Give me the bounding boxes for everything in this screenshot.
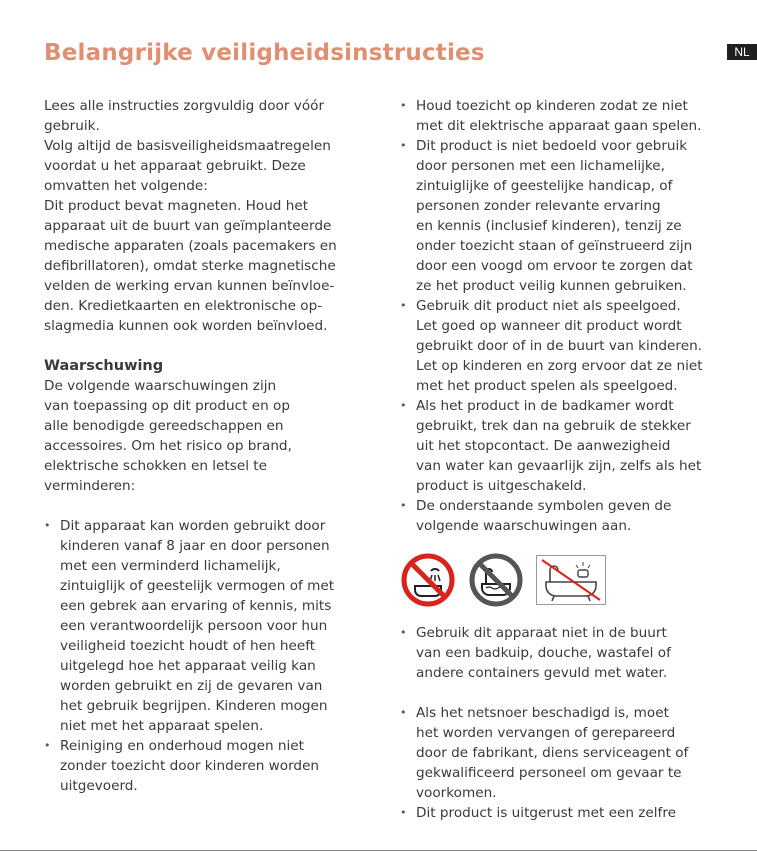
text-line: Let goed op wanneer dit product wordt (416, 318, 682, 334)
text-line: • Gebruik dit product niet als speelgoed. (416, 298, 681, 314)
bullet-item (400, 396, 718, 496)
text-line: medische apparaten (zoals pacemakers en (44, 238, 337, 254)
page-title: Belangrijke veiligheidsinstructies (44, 40, 485, 66)
right-bullet-list-top (400, 96, 718, 536)
text-line: personen zonder relevante ervaring (416, 198, 661, 214)
bullet-item (400, 703, 718, 803)
text-line: het gebruik begrijpen. Kinderen mogen (60, 698, 328, 714)
text-line: door personen met een lichamelijke, (416, 158, 665, 174)
left-bullet-list (44, 516, 352, 796)
text-line: Volg altijd de basisveiligheidsmaatregelen (44, 138, 331, 154)
text-line: • Reiniging en onderhoud mogen niet (60, 738, 304, 754)
text-line: • Als het netsnoer beschadigd is, moet (416, 705, 669, 721)
intro-paragraph (44, 96, 352, 336)
text-line: den. Kredietkaarten en elektronische op- (44, 298, 323, 314)
text-line: een verantwoordelijk persoon voor hun (60, 618, 328, 634)
bullet-item (400, 496, 718, 536)
text-line: • Dit apparaat kan worden gebruikt door (60, 518, 326, 534)
text-line: apparaat uit de buurt van geïmplanteerde (44, 218, 332, 234)
text-line: kinderen vanaf 8 jaar en door personen (60, 538, 330, 554)
text-line: Dit product bevat magneten. Houd het (44, 198, 309, 214)
text-line: defibrillatoren), omdat sterke magnetische (44, 258, 336, 274)
bullet-item (400, 803, 718, 823)
right-bullet-list-bottom (400, 703, 718, 823)
text-line: uitgevoerd. (60, 778, 138, 794)
warning-heading: Waarschuwing (44, 358, 164, 374)
text-line: • Dit product is niet bedoeld voor gebruik (416, 138, 688, 154)
text-line: Lees alle instructies zorgvuldig door vóór (44, 98, 325, 114)
text-line: volgende waarschuwingen aan. (416, 518, 632, 534)
text-line: voorkomen. (416, 785, 497, 801)
bullet-item (400, 96, 718, 136)
text-line: gebruikt, trek dan na gebruik de stekker (416, 418, 691, 434)
text-line: omvatten het volgende: (44, 178, 208, 194)
text-line: accessoires. Om het risico op brand, (44, 438, 292, 454)
text-line: met een verminderd lichamelijk, (60, 558, 281, 574)
text-line: gebruik. (44, 118, 100, 134)
text-line: gekwalificeerd personeel om gevaar te (416, 765, 682, 781)
text-line: slagmedia kunnen ook worden beïnvloed. (44, 318, 328, 334)
text-line: veiligheid toezicht houdt of hen heeft (60, 638, 316, 654)
warning-intro (44, 376, 352, 496)
text-line: • De onderstaande symbolen geven de (416, 498, 672, 514)
bullet-item (44, 516, 352, 736)
text-line: niet met het apparaat spelen. (60, 718, 264, 734)
text-line: en kennis (inclusief kinderen), tenzij ze (416, 218, 682, 234)
text-line: alle benodigde gereedschappen en (44, 418, 284, 434)
no-bath-icon (468, 555, 524, 605)
text-line: van een badkuip, douche, wastafel of (416, 645, 671, 661)
text-line: • Dit product is uitgerust met een zelfre (416, 805, 676, 821)
text-line: door de fabrikant, diens serviceagent of (416, 745, 689, 761)
text-line: worden gebruikt en zij de gevaren van (60, 678, 323, 694)
bullet-item (400, 136, 718, 296)
language-badge: NL (727, 44, 757, 60)
text-line: andere containers gevuld met water. (416, 665, 668, 681)
text-line: verminderen: (44, 478, 136, 494)
bullet-item (44, 736, 352, 796)
bullet-item (400, 296, 718, 396)
no-bathtub-use-icon (536, 555, 606, 605)
right-bullet-list-mid (400, 623, 718, 683)
text-line: • Als het product in de badkamer wordt (416, 398, 674, 414)
text-line: zintuiglijk of geestelijk vermogen of met (60, 578, 335, 594)
text-line: met dit elektrische apparaat gaan spelen. (416, 118, 702, 134)
text-line: De volgende waarschuwingen zijn (44, 378, 277, 394)
text-line: met het product spelen als speelgoed. (416, 378, 678, 394)
text-line: • Houd toezicht op kinderen zodat ze niet (416, 98, 688, 114)
text-line: door een voogd om ervoor te zorgen dat (416, 258, 693, 274)
right-column (400, 96, 718, 823)
text-line: Let op kinderen en zorg ervoor dat ze niet (416, 358, 703, 374)
text-line: gebruikt door of in de buurt van kinderen. (416, 338, 703, 354)
text-line: • Gebruik dit apparaat niet in de buurt (416, 625, 667, 641)
text-line: voordat u het apparaat gebruikt. Deze (44, 158, 306, 174)
text-line: uitgelegd hoe het apparaat veilig kan (60, 658, 316, 674)
bullet-item (400, 623, 718, 683)
text-line: van toepassing op dit product en op (44, 398, 290, 414)
text-line: zonder toezicht door kinderen worden (60, 758, 320, 774)
text-line: uit het stopcontact. De aanwezigheid (416, 438, 671, 454)
text-line: velden de werking ervan kunnen beïnvloe- (44, 278, 335, 294)
text-line: zintuiglijke of geestelijke handicap, of (416, 178, 673, 194)
left-column (44, 96, 352, 796)
no-shower-bath-icon (400, 555, 456, 605)
text-line: elektrische schokken en letsel te (44, 458, 267, 474)
text-line: onder toezicht staan of geïnstrueerd zijn (416, 238, 693, 254)
warning-symbols (400, 555, 718, 605)
text-line: ze het product veilig kunnen gebruiken. (416, 278, 687, 294)
text-line: een gebrek aan ervaring of kennis, mits (60, 598, 332, 614)
text-line: het worden vervangen of gerepareerd (416, 725, 676, 741)
text-line: product is uitgeschakeld. (416, 478, 587, 494)
text-line: van water kan gevaarlijk zijn, zelfs als het (416, 458, 702, 474)
